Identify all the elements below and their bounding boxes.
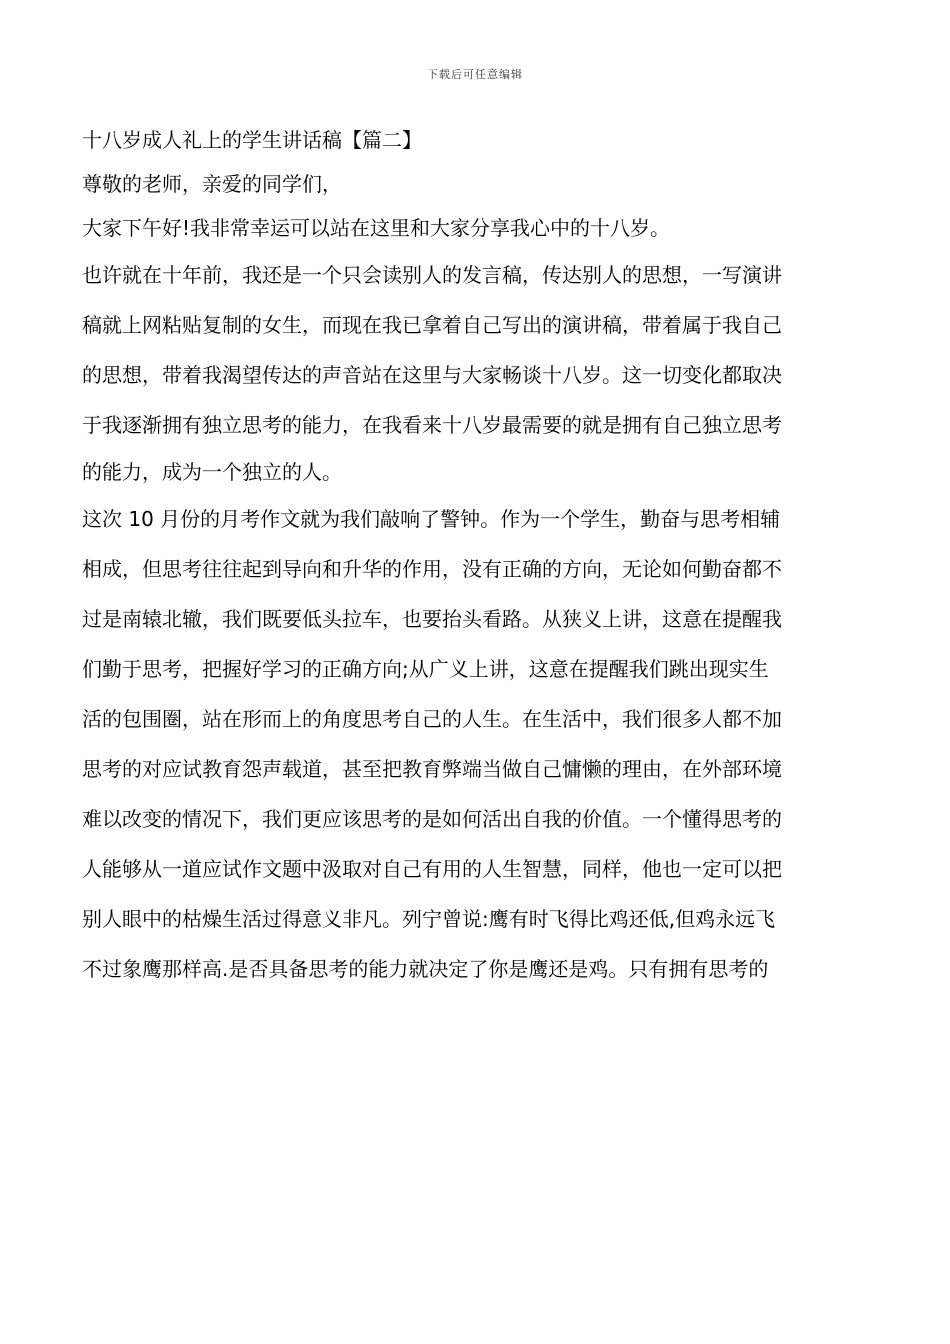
intro-line: 大家下午好!我非常幸运可以站在这里和大家分享我心中的十八岁。 bbox=[82, 216, 671, 240]
paragraph-1-line: 的思想，带着我渴望传达的声音站在这里与大家畅谈十八岁。这一切变化都取决 bbox=[82, 363, 782, 387]
paragraph-2-line: 活的包围圈，站在形而上的角度思考自己的人生。在生活中，我们很多人都不加 bbox=[82, 707, 782, 731]
document-title: 十八岁成人礼上的学生讲话稿【篇二】 bbox=[82, 128, 422, 152]
header-note: 下载后可任意编辑 bbox=[427, 68, 523, 81]
paragraph-1-line: 也许就在十年前，我还是一个只会读别人的发言稿，传达别人的思想，一写演讲 bbox=[82, 263, 782, 287]
paragraph-2-line: 这次 10 月份的月考作文就为我们敲响了警钟。作为一个学生，勤奋与思考相辅 bbox=[82, 507, 781, 531]
paragraph-2-line: 相成，但思考往往起到导向和升华的作用，没有正确的方向，无论如何勤奋都不 bbox=[82, 557, 782, 581]
greeting-line: 尊敬的老师，亲爱的同学们， bbox=[82, 172, 342, 196]
paragraph-2-line: 人能够从一道应试作文题中汲取对自己有用的人生智慧，同样，他也一定可以把 bbox=[82, 857, 782, 881]
paragraph-1-line: 于我逐渐拥有独立思考的能力，在我看来十八岁最需要的就是拥有自己独立思考 bbox=[82, 413, 782, 437]
paragraph-2-line: 别人眼中的枯燥生活过得意义非凡。列宁曾说:鹰有时飞得比鸡还低,但鸡永远飞 bbox=[82, 907, 776, 931]
paragraph-2-line: 不过象鹰那样高.是否具备思考的能力就决定了你是鹰还是鸡。只有拥有思考的 bbox=[82, 957, 769, 981]
document-body bbox=[82, 118, 872, 994]
paragraph-2-line: 思考的对应试教育怨声载道，甚至把教育弊端当做自己慵懒的理由，在外部环境 bbox=[82, 757, 782, 781]
paragraph-1-line: 的能力，成为一个独立的人。 bbox=[82, 460, 342, 484]
paragraph-1-line: 稿就上网粘贴复制的女生，而现在我已拿着自己写出的演讲稿，带着属于我自己 bbox=[82, 313, 782, 337]
paragraph-2-line: 们勤于思考，把握好学习的正确方向;从广义上讲，这意在提醒我们跳出现实生 bbox=[82, 657, 769, 681]
paragraph-2-line: 难以改变的情况下，我们更应该思考的是如何活出自我的价值。一个懂得思考的 bbox=[82, 807, 782, 831]
paragraph-2-line: 过是南辕北辙，我们既要低头拉车，也要抬头看路。从狭义上讲，这意在提醒我 bbox=[82, 607, 782, 631]
